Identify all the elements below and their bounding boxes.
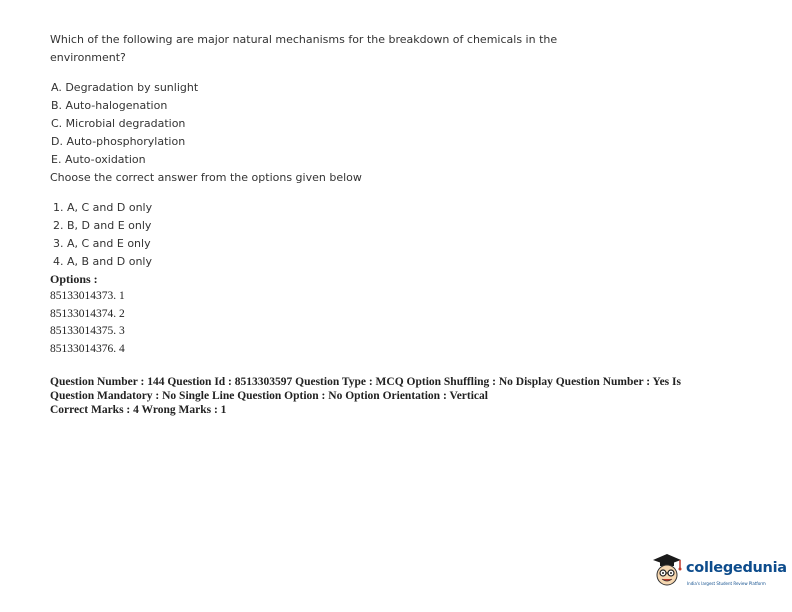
metadata-line-2: Question Mandatory : No Single Line Question Option : No Option Orientation : Vertical — [50, 390, 488, 402]
graduate-face-icon — [650, 551, 684, 589]
option-id-1: 85133014373. 1 — [50, 290, 125, 302]
logo-tagline: India's largest Student Review Platform — [687, 581, 766, 586]
metadata-line-3: Correct Marks : 4 Wrong Marks : 1 — [50, 404, 227, 416]
option-id-2: 85133014374. 2 — [50, 307, 125, 320]
answer-list — [53, 199, 152, 271]
answer-choice-1: 1. A, C and D only — [53, 201, 153, 214]
statement-b: B. Auto-halogenation — [51, 99, 168, 112]
question-text: Which of the following are major natural mechanisms for the breakdown of chemicals in the environment? — [50, 33, 558, 64]
instruction-text: Choose the correct answer from the options given below — [50, 171, 362, 184]
options-heading: Options : — [50, 272, 98, 286]
logo-name: collegedunia — [686, 560, 787, 576]
metadata-line-1: Question Number : 144 Question Id : 8513303597 Question Type : MCQ Option Shuffling : No Display Question Number : Yes Is — [50, 376, 681, 388]
option-id-4: 85133014376. 4 — [50, 342, 125, 355]
answer-choice-4: 4. A, B and D only — [53, 255, 152, 268]
statement-list — [51, 79, 198, 169]
option-id-3: 85133014375. 3 — [50, 325, 125, 337]
question-metadata — [50, 375, 740, 417]
statement-d: D. Auto-phosphorylation — [51, 135, 186, 148]
statement-c: C. Microbial degradation — [51, 117, 186, 130]
answer-choice-3: 3. A, C and E only — [53, 237, 151, 250]
statement-a: A. Degradation by sunlight — [51, 81, 199, 94]
collegedunia-logo — [650, 551, 790, 591]
statement-e: E. Auto-oxidation — [51, 153, 146, 166]
option-id-list — [50, 288, 125, 358]
answer-choice-2: 2. B, D and E only — [53, 219, 152, 232]
